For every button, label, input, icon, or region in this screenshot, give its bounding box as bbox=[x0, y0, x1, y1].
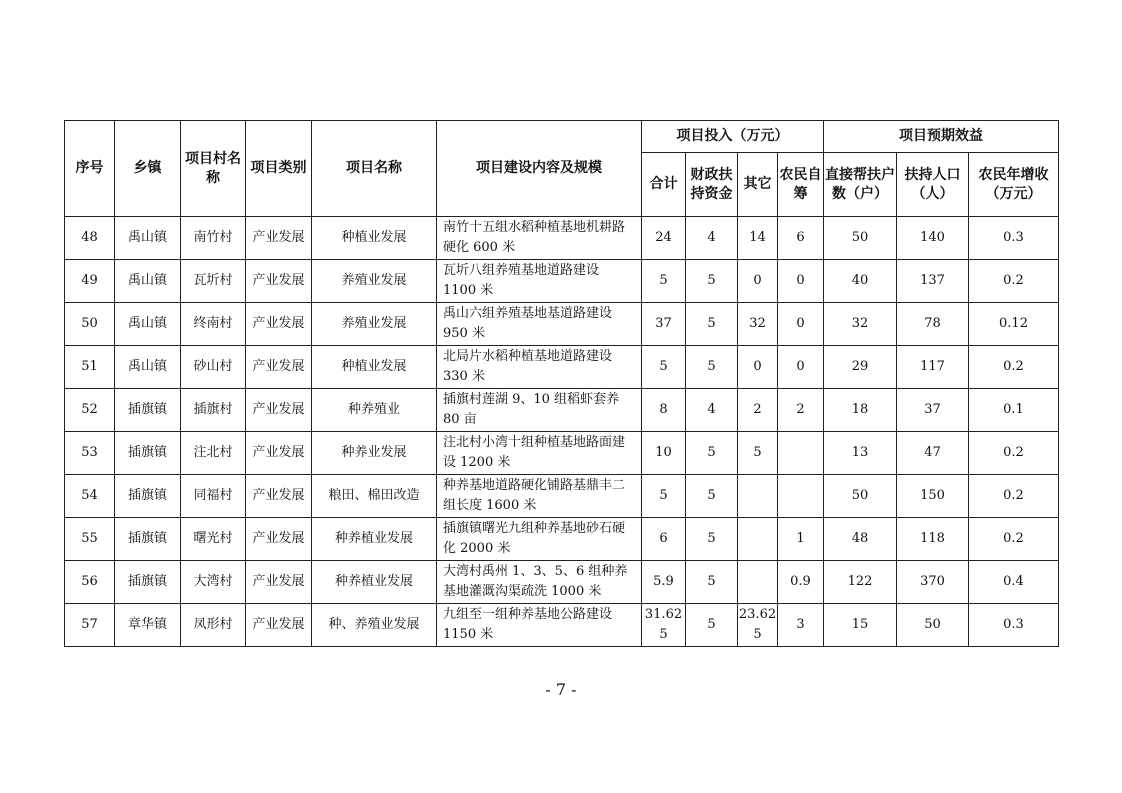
cell-seq: 57 bbox=[65, 604, 115, 647]
cell-township: 插旗镇 bbox=[115, 389, 181, 432]
cell-category: 产业发展 bbox=[246, 432, 312, 475]
cell-farmer: 6 bbox=[778, 217, 824, 260]
cell-farmer: 0.9 bbox=[778, 561, 824, 604]
table-row bbox=[65, 217, 1059, 260]
cell-fiscal: 4 bbox=[686, 217, 738, 260]
cell-population: 117 bbox=[897, 346, 969, 389]
cell-income: 0.4 bbox=[969, 561, 1059, 604]
cell-households: 48 bbox=[824, 518, 897, 561]
cell-content: 九组至一组种养基地公路建设 1150 米 bbox=[437, 604, 642, 647]
cell-population: 370 bbox=[897, 561, 969, 604]
cell-village: 曙光村 bbox=[181, 518, 246, 561]
cell-content: 瓦圻八组养殖基地道路建设 1100 米 bbox=[437, 260, 642, 303]
cell-households: 50 bbox=[824, 475, 897, 518]
header-content: 项目建设内容及规模 bbox=[437, 121, 642, 217]
cell-project-name: 种养植业发展 bbox=[312, 561, 437, 604]
cell-total: 10 bbox=[642, 432, 686, 475]
cell-township: 禹山镇 bbox=[115, 303, 181, 346]
cell-total: 8 bbox=[642, 389, 686, 432]
cell-seq: 49 bbox=[65, 260, 115, 303]
cell-township: 插旗镇 bbox=[115, 432, 181, 475]
table-row bbox=[65, 561, 1059, 604]
cell-other bbox=[738, 475, 778, 518]
cell-village: 南竹村 bbox=[181, 217, 246, 260]
cell-category: 产业发展 bbox=[246, 475, 312, 518]
cell-income: 0.2 bbox=[969, 346, 1059, 389]
cell-township: 禹山镇 bbox=[115, 260, 181, 303]
cell-content: 禹山六组养殖基地基道路建设 950 米 bbox=[437, 303, 642, 346]
cell-category: 产业发展 bbox=[246, 346, 312, 389]
table-row bbox=[65, 389, 1059, 432]
cell-township: 章华镇 bbox=[115, 604, 181, 647]
cell-population: 137 bbox=[897, 260, 969, 303]
table-row bbox=[65, 518, 1059, 561]
cell-village: 大湾村 bbox=[181, 561, 246, 604]
cell-project-name: 种植业发展 bbox=[312, 346, 437, 389]
cell-income: 0.3 bbox=[969, 217, 1059, 260]
cell-project-name: 种、养殖业发展 bbox=[312, 604, 437, 647]
cell-fiscal: 5 bbox=[686, 561, 738, 604]
cell-village: 瓦圻村 bbox=[181, 260, 246, 303]
cell-village: 砂山村 bbox=[181, 346, 246, 389]
cell-project-name: 种植业发展 bbox=[312, 217, 437, 260]
cell-other bbox=[738, 561, 778, 604]
header-township: 乡镇 bbox=[115, 121, 181, 217]
cell-households: 122 bbox=[824, 561, 897, 604]
header-investment-group: 项目投入（万元） bbox=[642, 121, 824, 153]
cell-project-name: 种养业发展 bbox=[312, 432, 437, 475]
header-farmer: 农民自筹 bbox=[778, 153, 824, 217]
cell-village: 注北村 bbox=[181, 432, 246, 475]
cell-project-name: 种养植业发展 bbox=[312, 518, 437, 561]
cell-population: 150 bbox=[897, 475, 969, 518]
cell-category: 产业发展 bbox=[246, 260, 312, 303]
header-population: 扶持人口（人） bbox=[897, 153, 969, 217]
cell-seq: 51 bbox=[65, 346, 115, 389]
header-village: 项目村名称 bbox=[181, 121, 246, 217]
project-table bbox=[64, 120, 1059, 647]
cell-households: 50 bbox=[824, 217, 897, 260]
table-row bbox=[65, 432, 1059, 475]
cell-content: 种养基地道路硬化铺路基鼎丰二组长度 1600 米 bbox=[437, 475, 642, 518]
cell-township: 禹山镇 bbox=[115, 217, 181, 260]
cell-population: 37 bbox=[897, 389, 969, 432]
header-project-name: 项目名称 bbox=[312, 121, 437, 217]
cell-households: 32 bbox=[824, 303, 897, 346]
cell-fiscal: 5 bbox=[686, 260, 738, 303]
cell-fiscal: 5 bbox=[686, 346, 738, 389]
cell-households: 18 bbox=[824, 389, 897, 432]
cell-fiscal: 5 bbox=[686, 604, 738, 647]
header-income: 农民年增收（万元） bbox=[969, 153, 1059, 217]
cell-farmer bbox=[778, 475, 824, 518]
header-seq: 序号 bbox=[65, 121, 115, 217]
table-row bbox=[65, 604, 1059, 647]
table-row bbox=[65, 475, 1059, 518]
cell-households: 29 bbox=[824, 346, 897, 389]
cell-content: 注北村小湾十组种植基地路面建设 1200 米 bbox=[437, 432, 642, 475]
cell-seq: 56 bbox=[65, 561, 115, 604]
cell-farmer: 0 bbox=[778, 346, 824, 389]
cell-content: 插旗村莲湖 9、10 组稻虾套养 80 亩 bbox=[437, 389, 642, 432]
cell-income: 0.2 bbox=[969, 432, 1059, 475]
cell-village: 插旗村 bbox=[181, 389, 246, 432]
cell-category: 产业发展 bbox=[246, 518, 312, 561]
cell-income: 0.1 bbox=[969, 389, 1059, 432]
header-fiscal: 财政扶持资金 bbox=[686, 153, 738, 217]
cell-project-name: 种养殖业 bbox=[312, 389, 437, 432]
cell-project-name: 养殖业发展 bbox=[312, 303, 437, 346]
cell-income: 0.3 bbox=[969, 604, 1059, 647]
cell-other: 0 bbox=[738, 346, 778, 389]
cell-project-name: 粮田、棉田改造 bbox=[312, 475, 437, 518]
header-households: 直接帮扶户数（户） bbox=[824, 153, 897, 217]
cell-category: 产业发展 bbox=[246, 604, 312, 647]
header-total: 合计 bbox=[642, 153, 686, 217]
cell-fiscal: 5 bbox=[686, 303, 738, 346]
cell-village: 凤形村 bbox=[181, 604, 246, 647]
cell-farmer: 0 bbox=[778, 303, 824, 346]
cell-content: 插旗镇曙光九组种养基地砂石硬化 2000 米 bbox=[437, 518, 642, 561]
cell-farmer: 2 bbox=[778, 389, 824, 432]
cell-farmer: 3 bbox=[778, 604, 824, 647]
cell-total: 31.625 bbox=[642, 604, 686, 647]
cell-households: 13 bbox=[824, 432, 897, 475]
cell-total: 24 bbox=[642, 217, 686, 260]
cell-total: 5.9 bbox=[642, 561, 686, 604]
cell-income: 0.12 bbox=[969, 303, 1059, 346]
cell-other: 14 bbox=[738, 217, 778, 260]
cell-other: 0 bbox=[738, 260, 778, 303]
cell-total: 5 bbox=[642, 475, 686, 518]
cell-township: 插旗镇 bbox=[115, 518, 181, 561]
cell-content: 大湾村禹州 1、3、5、6 组种养基地灌溉沟渠疏洗 1000 米 bbox=[437, 561, 642, 604]
cell-households: 40 bbox=[824, 260, 897, 303]
cell-farmer bbox=[778, 432, 824, 475]
cell-households: 15 bbox=[824, 604, 897, 647]
cell-village: 同福村 bbox=[181, 475, 246, 518]
cell-category: 产业发展 bbox=[246, 303, 312, 346]
cell-total: 37 bbox=[642, 303, 686, 346]
cell-farmer: 1 bbox=[778, 518, 824, 561]
cell-other: 5 bbox=[738, 432, 778, 475]
cell-seq: 48 bbox=[65, 217, 115, 260]
header-other: 其它 bbox=[738, 153, 778, 217]
header-benefit-group: 项目预期效益 bbox=[824, 121, 1059, 153]
cell-total: 5 bbox=[642, 260, 686, 303]
cell-content: 北局片水稻种植基地道路建设 330 米 bbox=[437, 346, 642, 389]
table-row bbox=[65, 260, 1059, 303]
cell-project-name: 养殖业发展 bbox=[312, 260, 437, 303]
cell-income: 0.2 bbox=[969, 475, 1059, 518]
cell-income: 0.2 bbox=[969, 518, 1059, 561]
cell-population: 78 bbox=[897, 303, 969, 346]
cell-fiscal: 4 bbox=[686, 389, 738, 432]
cell-farmer: 0 bbox=[778, 260, 824, 303]
cell-fiscal: 5 bbox=[686, 518, 738, 561]
page-number: - 7 - bbox=[545, 680, 577, 699]
cell-fiscal: 5 bbox=[686, 432, 738, 475]
cell-population: 47 bbox=[897, 432, 969, 475]
cell-seq: 53 bbox=[65, 432, 115, 475]
cell-category: 产业发展 bbox=[246, 389, 312, 432]
cell-other bbox=[738, 518, 778, 561]
cell-category: 产业发展 bbox=[246, 217, 312, 260]
cell-content: 南竹十五组水稻种植基地机耕路硬化 600 米 bbox=[437, 217, 642, 260]
cell-seq: 50 bbox=[65, 303, 115, 346]
cell-population: 118 bbox=[897, 518, 969, 561]
cell-population: 50 bbox=[897, 604, 969, 647]
cell-fiscal: 5 bbox=[686, 475, 738, 518]
cell-village: 终南村 bbox=[181, 303, 246, 346]
table-row bbox=[65, 346, 1059, 389]
cell-seq: 52 bbox=[65, 389, 115, 432]
cell-population: 140 bbox=[897, 217, 969, 260]
table-row bbox=[65, 303, 1059, 346]
cell-other: 2 bbox=[738, 389, 778, 432]
cell-township: 禹山镇 bbox=[115, 346, 181, 389]
cell-category: 产业发展 bbox=[246, 561, 312, 604]
cell-total: 5 bbox=[642, 346, 686, 389]
cell-other: 23.625 bbox=[738, 604, 778, 647]
cell-seq: 54 bbox=[65, 475, 115, 518]
cell-township: 插旗镇 bbox=[115, 561, 181, 604]
cell-township: 插旗镇 bbox=[115, 475, 181, 518]
cell-other: 32 bbox=[738, 303, 778, 346]
header-category: 项目类别 bbox=[246, 121, 312, 217]
cell-total: 6 bbox=[642, 518, 686, 561]
cell-seq: 55 bbox=[65, 518, 115, 561]
cell-income: 0.2 bbox=[969, 260, 1059, 303]
